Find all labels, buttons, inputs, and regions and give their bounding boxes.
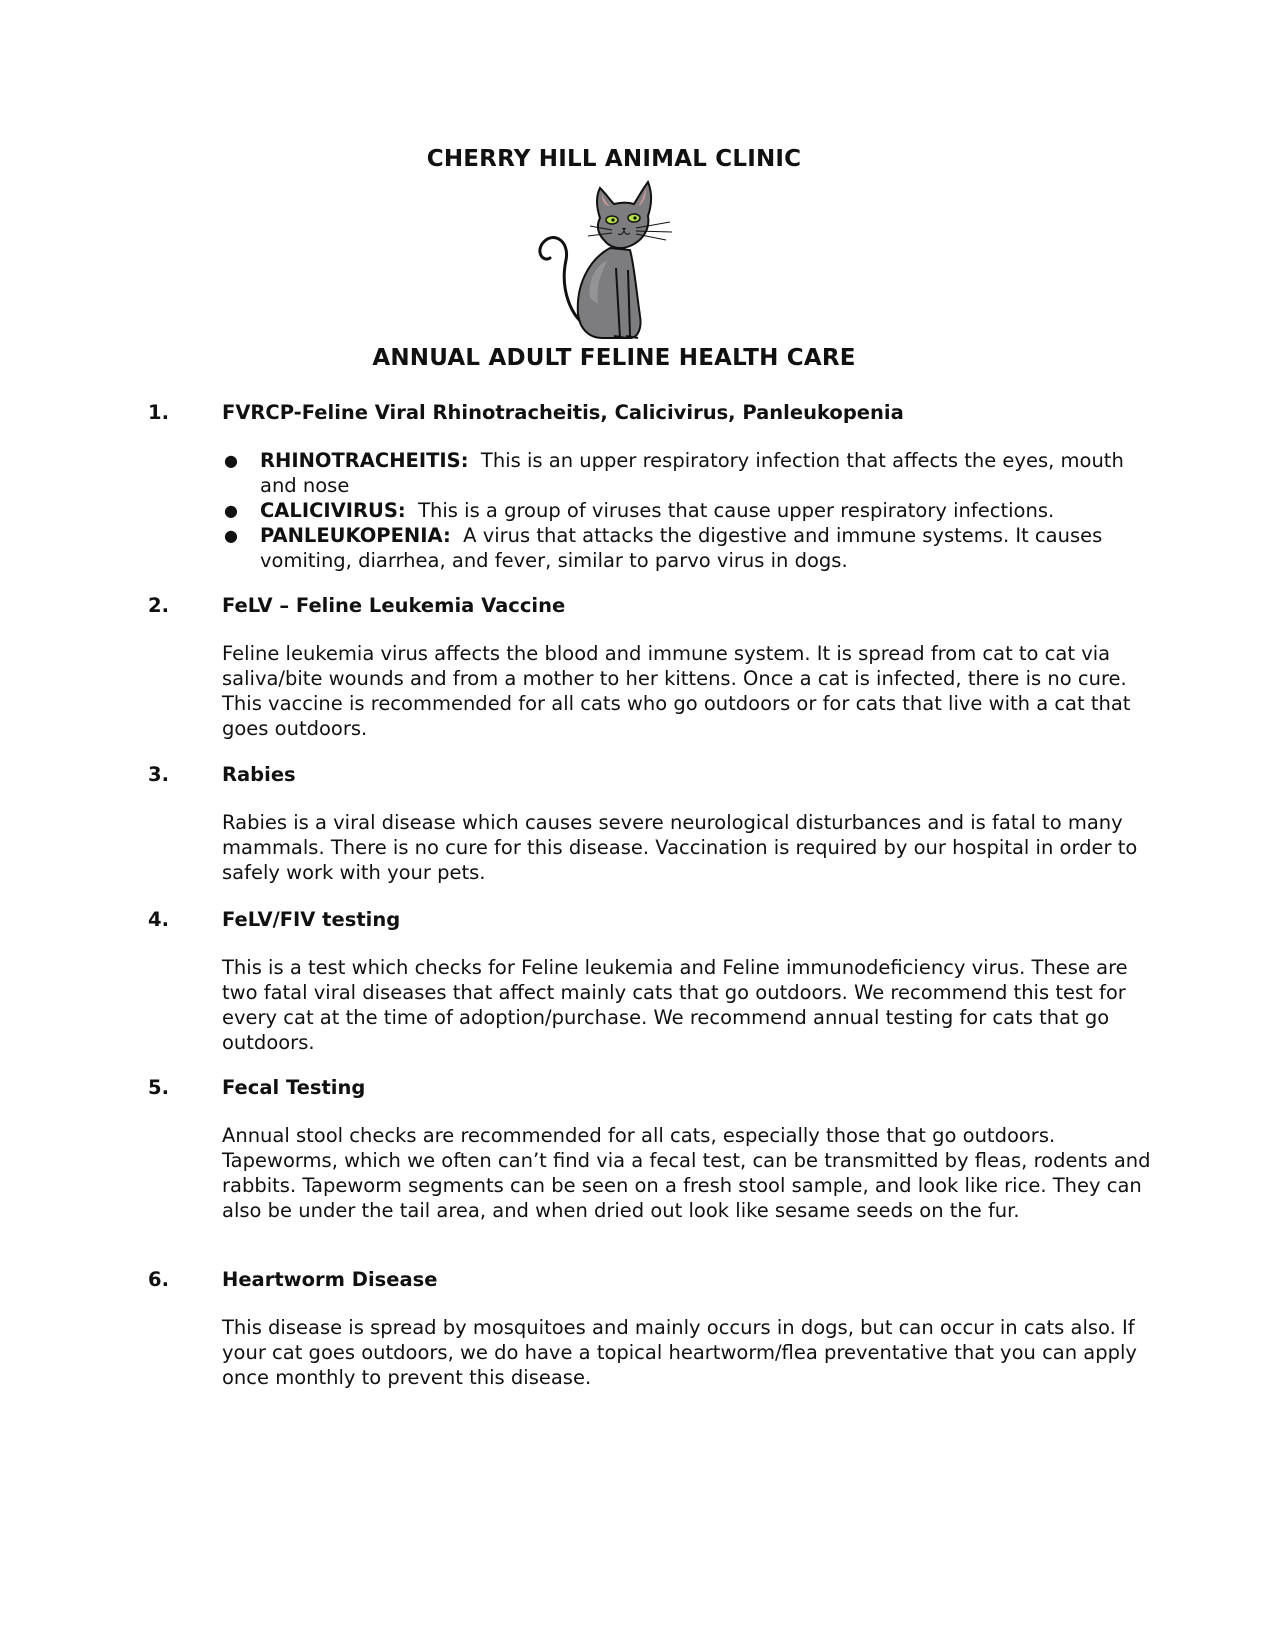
- clinic-name: CHERRY HILL ANIMAL CLINIC: [426, 146, 802, 172]
- section-number: 2.: [148, 594, 169, 617]
- bullet-icon: ●: [224, 526, 238, 545]
- list-item: [222, 523, 1152, 573]
- bullet-term: CALICIVIRUS:: [260, 499, 406, 522]
- section-title: FeLV – Feline Leukemia Vaccine: [222, 594, 566, 617]
- bullet-text: A virus that attacks the digestive and immune systems. It causes vomiting, diarrhea, and fever, similar to parvo virus in dogs.: [260, 524, 1103, 572]
- section-number: 3.: [148, 763, 169, 786]
- bullet-list: [222, 448, 1152, 573]
- section-title: Heartworm Disease: [222, 1268, 438, 1291]
- section-body: Annual stool checks are recommended for all cats, especially those that go outdoors. Tapeworms, which we often can’t find via a fecal test, can be transmitted by fleas, rodents and rabbits. Tapeworm segments can be seen on a fresh stool sample, and look like rice. They can also be under the tail area, and when dried out look like sesame seeds on the fur.: [222, 1124, 1151, 1222]
- document-title: ANNUAL ADULT FELINE HEALTH CARE: [372, 345, 856, 371]
- section-number: 1.: [148, 401, 169, 424]
- section-body: This is a test which checks for Feline leukemia and Feline immunodeficiency virus. These are two fatal viral diseases that affect mainly cats that go outdoors. We recommend this test for every cat at the time of adoption/purchase. We recommend annual testing for cats that go outdoors.: [222, 956, 1128, 1054]
- section-title: FeLV/FIV testing: [222, 908, 401, 931]
- section-title: FVRCP-Feline Viral Rhinotracheitis, Calicivirus, Panleukopenia: [222, 401, 904, 424]
- list-item: [222, 498, 1152, 523]
- section-title: Fecal Testing: [222, 1076, 366, 1099]
- bullet-term: RHINOTRACHEITIS:: [260, 449, 469, 472]
- section-body: Rabies is a viral disease which causes severe neurological disturbances and is fatal to many mammals. There is no cure for this disease. Vaccination is required by our hospital in order to safely work with your pets.: [222, 811, 1138, 884]
- list-item: [222, 448, 1152, 498]
- bullet-term: PANLEUKOPENIA:: [260, 524, 451, 547]
- section-number: 5.: [148, 1076, 169, 1099]
- cat-icon: [530, 178, 690, 350]
- bullet-text: This is a group of viruses that cause upper respiratory infections.: [418, 499, 1055, 522]
- section-body: This disease is spread by mosquitoes and mainly occurs in dogs, but can occur in cats also. If your cat goes outdoors, we do have a topical heartworm/flea preventative that you can apply once monthly to prevent this disease.: [222, 1316, 1137, 1389]
- bullet-text: This is an upper respiratory infection that affects the eyes, mouth and nose: [260, 449, 1124, 497]
- section-number: 6.: [148, 1268, 169, 1291]
- bullet-icon: ●: [224, 501, 238, 520]
- section-body: Feline leukemia virus affects the blood and immune system. It is spread from cat to cat via saliva/bite wounds and from a mother to her kittens. Once a cat is infected, there is no cure. This vaccine is recommended for all cats who go outdoors or for cats that live with a cat that goes outdoors.: [222, 642, 1131, 740]
- bullet-icon: ●: [224, 451, 238, 470]
- section-number: 4.: [148, 908, 169, 931]
- section-title: Rabies: [222, 763, 296, 786]
